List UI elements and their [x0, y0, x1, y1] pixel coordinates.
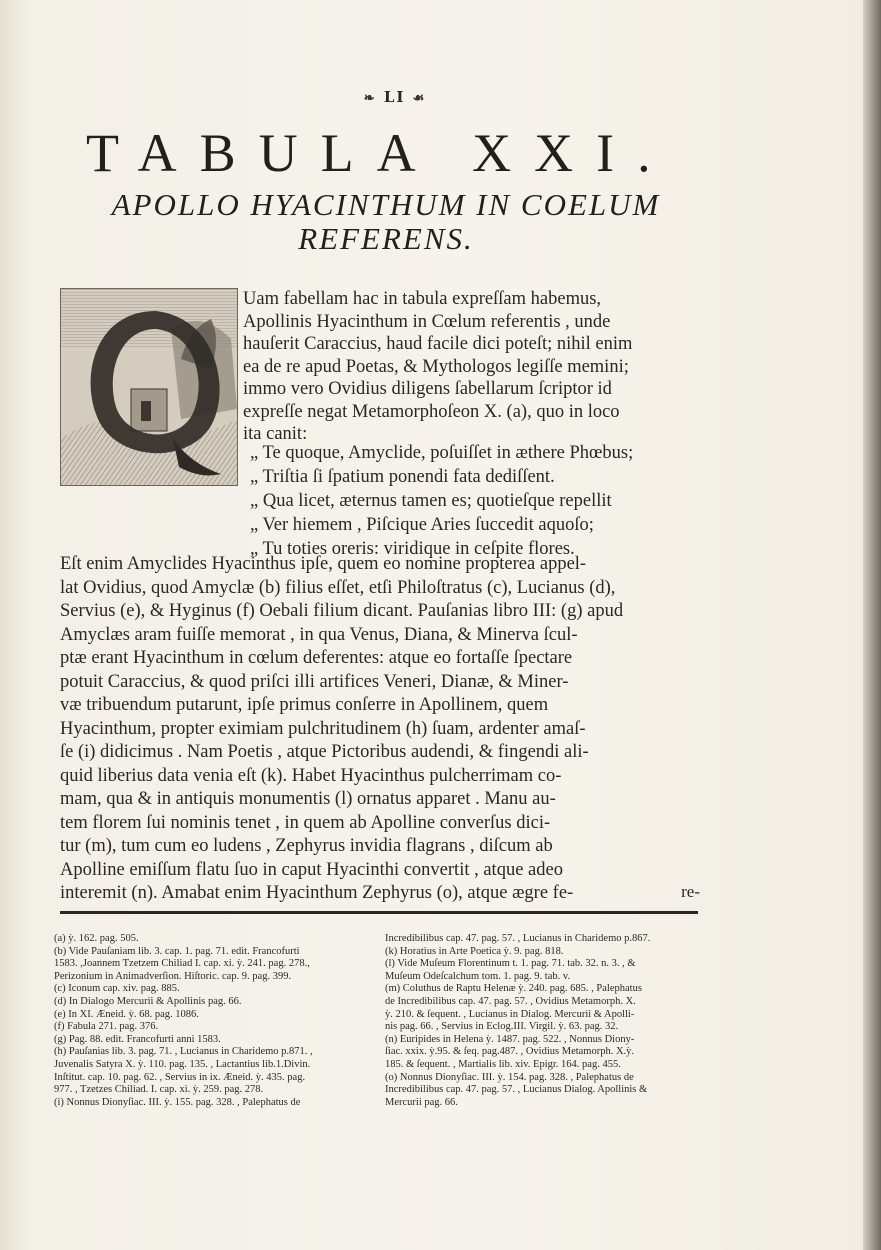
text-line: Uam fabellam hac in tabula expreſſam habemus, [243, 289, 602, 309]
footnote-line: (o) Nonnus Dionyſiac. III. ỳ. 154. pag. 328. , Palephatus de [385, 1071, 634, 1083]
footnotes-right-column [385, 933, 715, 1109]
verse-line: „ Te quoque, Amyclide, poſuiſſet in æthere Phœbus; [250, 443, 634, 463]
text-line: tem florem ſui nominis tenet , in quem ab Apolline converſus dici- [60, 812, 551, 833]
main-paragraph [60, 553, 700, 906]
footnote-line: Incredibilibus cap. 47. pag. 57. , Lucianus in Charidemo p.867. [385, 933, 651, 944]
text-line: tur (m), tum cum eo ludens , Zephyrus invidia flagrans , diſcum ab [60, 836, 553, 856]
footnote-line: de Incredibilibus cap. 47. pag. 57. , Ovidius Metamorph. X. [385, 995, 636, 1007]
text-line: lat Ovidius, quod Amyclæ (b) filius eſſet, etſi Philoſtratus (c), Lucianus (d), [60, 577, 616, 598]
subtitle-line: REFERENS. [298, 221, 474, 256]
text-line: ſe (i) didicimus . Nam Poetis , atque Pictoribus audendi, & fingendi ali- [60, 742, 589, 762]
text-line: potuit Caraccius, & quod priſci illi artifices Veneri, Dianæ, & Miner- [60, 671, 569, 692]
footnote-line: 977. , Tzetzes Chiliad. I. cap. xi. ỳ. 259. pag. 278. [54, 1084, 264, 1096]
intro-paragraph [243, 288, 703, 446]
footnote-line: (g) Pag. 88. edit. Francofurti anni 1583. [54, 1033, 221, 1045]
text-line: ita canit: [243, 424, 308, 444]
footnote-line: (k) Horatius in Arte Poetica ỳ. 9. pag. 818. [385, 945, 564, 957]
footnote-line: 1583. ,Joannem Tzetzem Chiliad I. cap. xi. ỳ. 241. pag. 278., [54, 958, 310, 970]
text-line: Apollinis Hyacinthum in Cœlum referentis , unde [243, 311, 611, 332]
text-line: Apolline emiſſum flatu ſuo in caput Hyacinthi convertit , atque adeo [60, 859, 563, 880]
text-line: Hyacinthum, propter eximiam pulchritudinem (h) ſuam, ardenter amaſ- [60, 718, 586, 739]
footnote-line: Muſeum Odeſcalchum tom. 1. pag. 9. tab. v. [385, 970, 571, 982]
plate-subtitle [86, 188, 686, 256]
text-line: immo vero Ovidius diligens ſabellarum ſcriptor id [243, 379, 612, 399]
ovid-quotation [250, 441, 710, 561]
text-line: ea de re apud Poetas, & Mythologos legiſſe memini; [243, 356, 629, 377]
text-line: hauſerit Caraccius, haud facile dici poteſt; nihil enim [243, 334, 633, 354]
verse-line: „ Tu toties oreris: viridique in ceſpite flores. [250, 539, 575, 559]
fleuron-left-icon: ❧ [363, 91, 377, 106]
text-line: Amyclæs aram fuiſſe memorat , in qua Venus, Diana, & Minerva ſcul- [60, 624, 578, 645]
footnote-line: (f) Fabula 271. pag. 376. [54, 1021, 159, 1033]
footnote-line: Perizonium in Animadverſion. Hiſtoric. cap. 9. pag. 399. [54, 970, 292, 982]
footnote-line: 185. & ſequent. , Martialis lib. xiv. Epigr. 164. pag. 455. [385, 1058, 621, 1070]
footnote-line: (a) ỳ. 162. pag. 505. [54, 933, 139, 944]
text-line: quid liberius data venia eſt (k). Habet Hyacinthus pulcherrimam co- [60, 765, 562, 786]
text-line: mam, qua & in antiquis monumentis (l) ornatus apparet . Manu au- [60, 789, 556, 809]
footnote-line: (b) Vide Pauſaniam lib. 3. cap. 1. pag. 71. edit. Francofurti [54, 945, 300, 957]
engraved-initial-illustration [61, 289, 237, 485]
text-line: expreſſe negat Metamorphoſeon X. (a), quo in loco [243, 401, 620, 422]
footnote-line: Incredibilibus cap. 47. pag. 57. , Lucianus Dialog. Apollinis & [385, 1084, 648, 1096]
verse-line: „ Qua licet, æternus tamen es; quotieſque repellit [250, 491, 612, 511]
footnotes-left-column [54, 933, 382, 1109]
engraved-initial-q [60, 288, 238, 486]
page-number: LI [383, 88, 406, 106]
footnote-line: (l) Vide Muſeum Florentinum t. 1. pag. 71. tab. 32. n. 3. , & [385, 958, 636, 970]
footnote-line: nis pag. 66. , Servius in Eclog.III. Virgil. ỳ. 63. pag. 32. [385, 1021, 619, 1033]
footnote-line: ſiac. xxix. ỳ.95. & ſeq. pag.487. , Ovidius Metamorph. X.ỳ. [385, 1046, 635, 1058]
catchword: re- [681, 882, 700, 901]
text-line: Eſt enim Amyclides Hyacinthus ipſe, quem eo nomine propterea appel- [60, 554, 587, 574]
footnote-line: (c) Iconum cap. xiv. pag. 885. [54, 983, 180, 995]
text-line: Servius (e), & Hyginus (f) Oebali filium dicant. Pauſanias libro III: (g) apud [60, 601, 624, 621]
text-line: interemit (n). Amabat enim Hyacinthum Zephyrus (o), atque ægre fe- [60, 883, 574, 903]
footnote-line: (m) Coluthus de Raptu Helenæ ỳ. 240. pag. 685. , Palephatus [385, 983, 642, 995]
verse-line: „ Triſtia ſi ſpatium ponendi fata dediſſent. [250, 467, 555, 487]
page-edge-shadow [863, 0, 881, 1250]
footnote-line: (h) Pauſanias lib. 3. pag. 71. , Lucianus in Charidemo p.871. , [54, 1046, 313, 1058]
footnote-line: (n) Euripides in Helena ỳ. 1487. pag. 522. , Nonnus Diony- [385, 1033, 635, 1045]
footnote-line: (i) Nonnus Dionyſiac. III. ỳ. 155. pag. 328. , Palephatus de [54, 1096, 301, 1108]
footnote-rule [60, 911, 698, 914]
text-line: ptæ erant Hyacinthum in cœlum deferentes: atque eo fortaſſe ſpectare [60, 648, 573, 668]
footnote-line: (d) In Dialogo Mercurii & Apollinis pag. 66. [54, 995, 242, 1007]
subtitle-line: APOLLO HYACINTHUM IN COELUM [111, 187, 661, 222]
footnote-line: Mercurii pag. 66. [385, 1096, 458, 1108]
footnote-line: Juvenalis Satyra X. ỳ. 110. pag. 135. , Lactantius lib.1.Divin. [54, 1058, 311, 1070]
text-line: væ tribuendum putarunt, ipſe primus conſerre in Apollinem, quem [60, 695, 549, 715]
plate-title: TABULA XXI. [86, 123, 674, 183]
footnote-line: ỳ. 210. & ſequent. , Lucianus in Dialog. Mercurii & Apolli- [385, 1008, 635, 1020]
fleuron-right-icon: ☙ [412, 91, 427, 106]
footnote-line: (e) In XI. Æneid. ỳ. 68. pag. 1086. [54, 1008, 199, 1020]
page-number-header [330, 88, 460, 106]
verse-line: „ Ver hiemem , Piſcique Aries ſuccedit aquoſo; [250, 515, 594, 535]
footnote-line: Inſtitut. cap. 10. pag. 62. , Servius in ix. Æneid. ỳ. 435. pag. [54, 1071, 306, 1083]
